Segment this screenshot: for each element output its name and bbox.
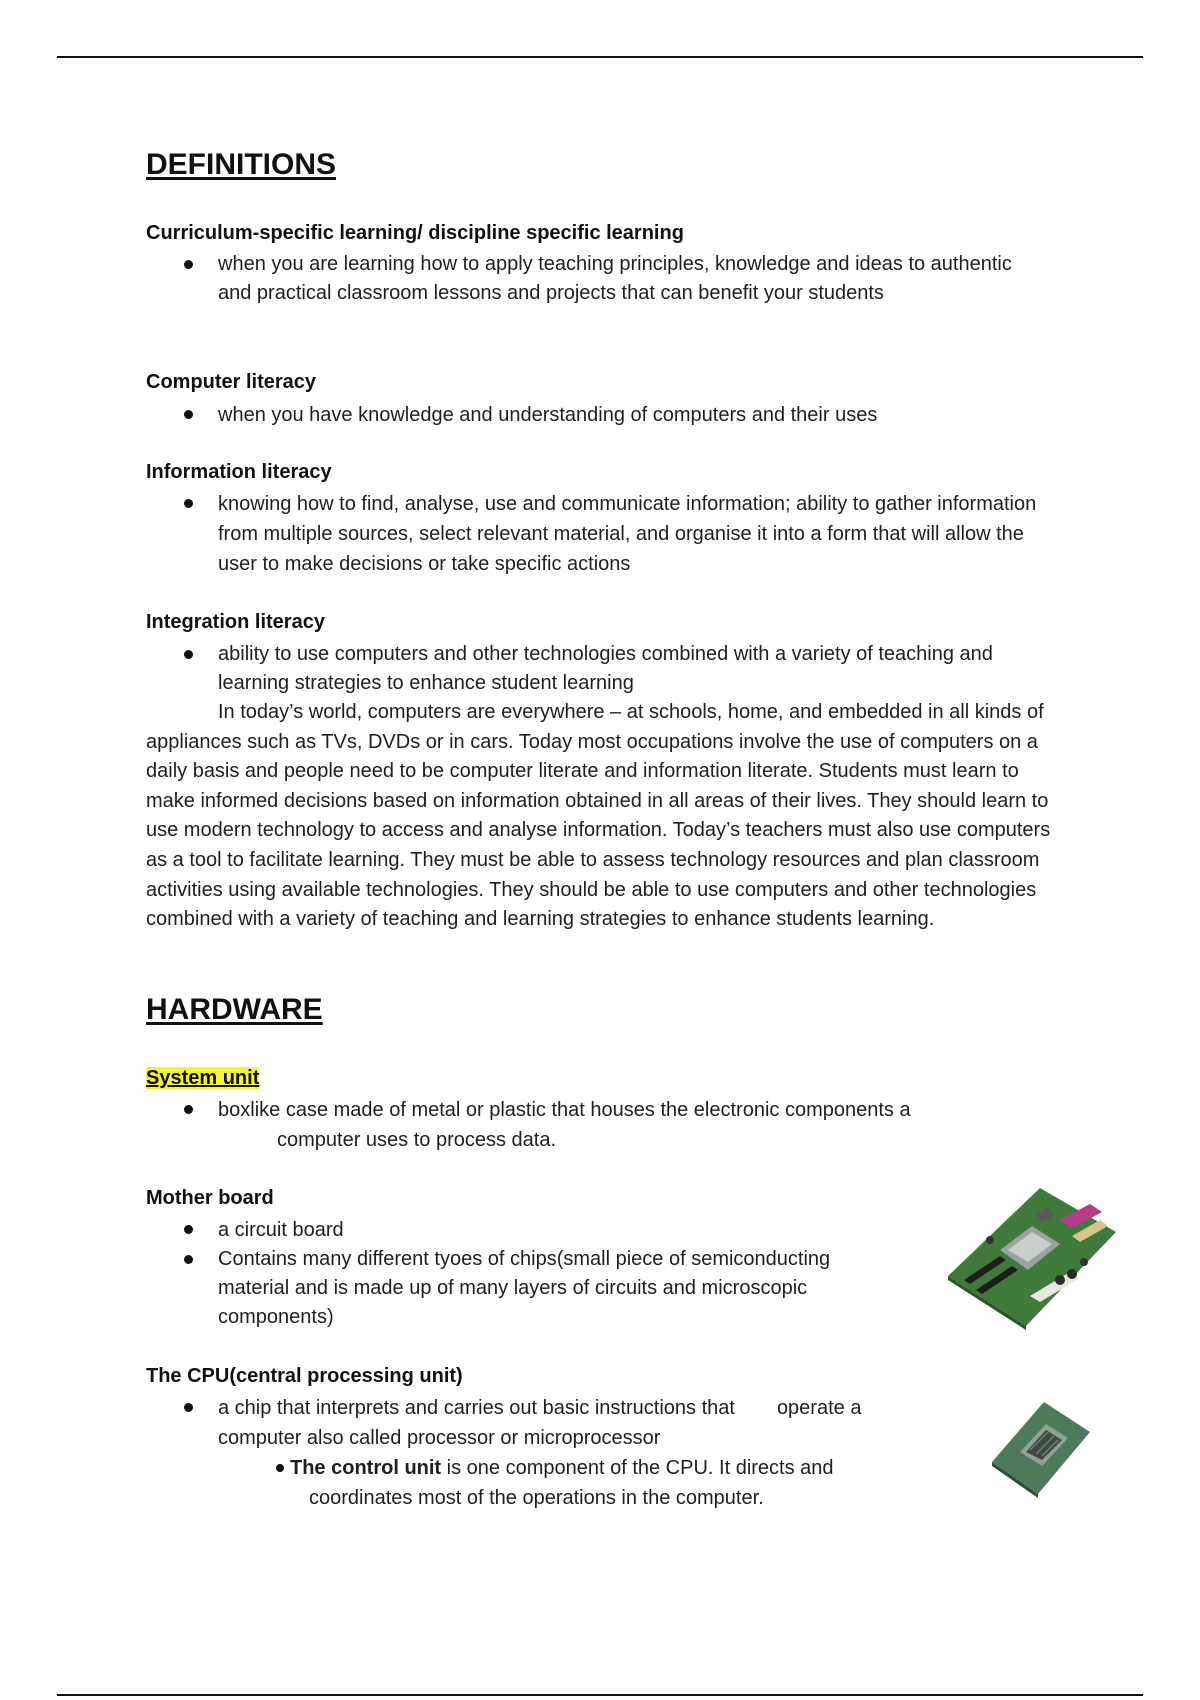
top-rule — [57, 56, 1143, 58]
sub-bullet-dot — [276, 1464, 284, 1472]
cpu-line1-b: operate a — [776, 1397, 862, 1419]
term-mother-board: Mother board — [146, 1187, 274, 1209]
board-capacitor — [986, 1236, 994, 1244]
bottom-rule — [57, 1694, 1143, 1696]
control-unit-line1 — [290, 1453, 1066, 1483]
bullet-dot — [184, 650, 193, 659]
bullet-text: when you are learning how to apply teaching principles, knowledge and ideas to authentic and practical classroom lessons and projects that can benefit your students — [218, 253, 1012, 304]
bullet-curriculum — [146, 250, 1026, 340]
bullet-text-line1 — [218, 1393, 1066, 1423]
bullet-text: when you have knowledge and understanding of computers and their uses — [218, 404, 878, 426]
bullet-dot — [184, 1255, 193, 1264]
bullet-dot — [184, 1403, 193, 1412]
bullet-text-line1: boxlike case made of metal or plastic that houses the electronic components a — [218, 1099, 911, 1121]
bullet-text: ability to use computers and other technologies combined with a variety of teaching and learning strategies to enhance student learning — [218, 643, 993, 694]
term-cpu: The CPU(central processing unit) — [146, 1365, 463, 1387]
cpu-line1-a: a chip that interprets and carries out basic instructions that — [218, 1397, 735, 1419]
intro-paragraph: In today’s world, computers are everywhere – at schools, home, and embedded in all kinds of appliances such as TVs, DVDs or in cars. Today most occupations involve the use of computers on a daily basis and people need to be computer literate and information literate. Students must learn to make informed decisions based on information obtained in all areas of their lives. They should learn to use modern technology to access and analyse information. Today’s teachers must also use computers as a tool to facilitate learning. They must be able to assess technology resources and plan classroom activities using available technologies. They should be able to use computers and other technologies combined with a variety of teaching and learning strategies to enhance students learning. — [146, 701, 1051, 931]
bullet-information-literacy — [146, 489, 1046, 579]
definitions-heading: DEFINITIONS — [146, 148, 337, 181]
bullet-text: knowing how to find, analyse, use and communicate information; ability to gather information from multiple sources, select relevant material, and organise it into a form that will allow the user to make decisions or take specific actions — [218, 493, 1037, 575]
term-computer-literacy: Computer literacy — [146, 371, 317, 393]
bullet-cpu — [146, 1393, 1066, 1453]
hardware-heading: HARDWARE — [146, 993, 323, 1026]
bullet-system-unit — [146, 1095, 1066, 1155]
term-information-literacy: Information literacy — [146, 461, 332, 483]
term-curriculum: Curriculum-specific learning/ discipline specific learning — [146, 222, 684, 244]
bullet-dot — [184, 260, 193, 269]
control-unit-line2: coordinates most of the operations in the computer. — [309, 1487, 764, 1509]
bullet-dot — [184, 1105, 193, 1114]
bullet-computer-literacy — [146, 400, 1066, 430]
term-integration-literacy: Integration literacy — [146, 611, 325, 633]
bullet-dot — [184, 410, 193, 419]
bullet-text-line2: computer also called processor or microprocessor — [218, 1427, 661, 1449]
bullet-text: Contains many different tyoes of chips(small piece of semiconducting material and is made up of many layers of circuits and microscopic components) — [218, 1248, 831, 1328]
board-capacitor — [1055, 1275, 1065, 1285]
motherboard-image — [940, 1180, 1122, 1330]
term-system-unit — [146, 1067, 259, 1090]
control-unit-rest: is one component of the CPU. It directs and — [441, 1457, 834, 1479]
sub-bullet-control-unit — [146, 1453, 1066, 1513]
bullet-mother-board-1 — [146, 1215, 1066, 1245]
bullet-mother-board-2 — [146, 1245, 906, 1335]
control-unit-term: The control unit — [290, 1457, 442, 1479]
system-unit-label: System unit — [146, 1067, 260, 1089]
bullet-text-line2: computer uses to process data. — [277, 1129, 557, 1151]
bullet-text: a circuit board — [218, 1219, 344, 1241]
bullet-dot — [184, 1225, 193, 1234]
cpu-chip-image — [986, 1398, 1096, 1498]
bullet-dot — [184, 499, 193, 508]
board-capacitor — [1067, 1269, 1077, 1279]
board-capacitor — [1080, 1258, 1088, 1266]
bullet-integration-literacy — [146, 640, 1068, 700]
